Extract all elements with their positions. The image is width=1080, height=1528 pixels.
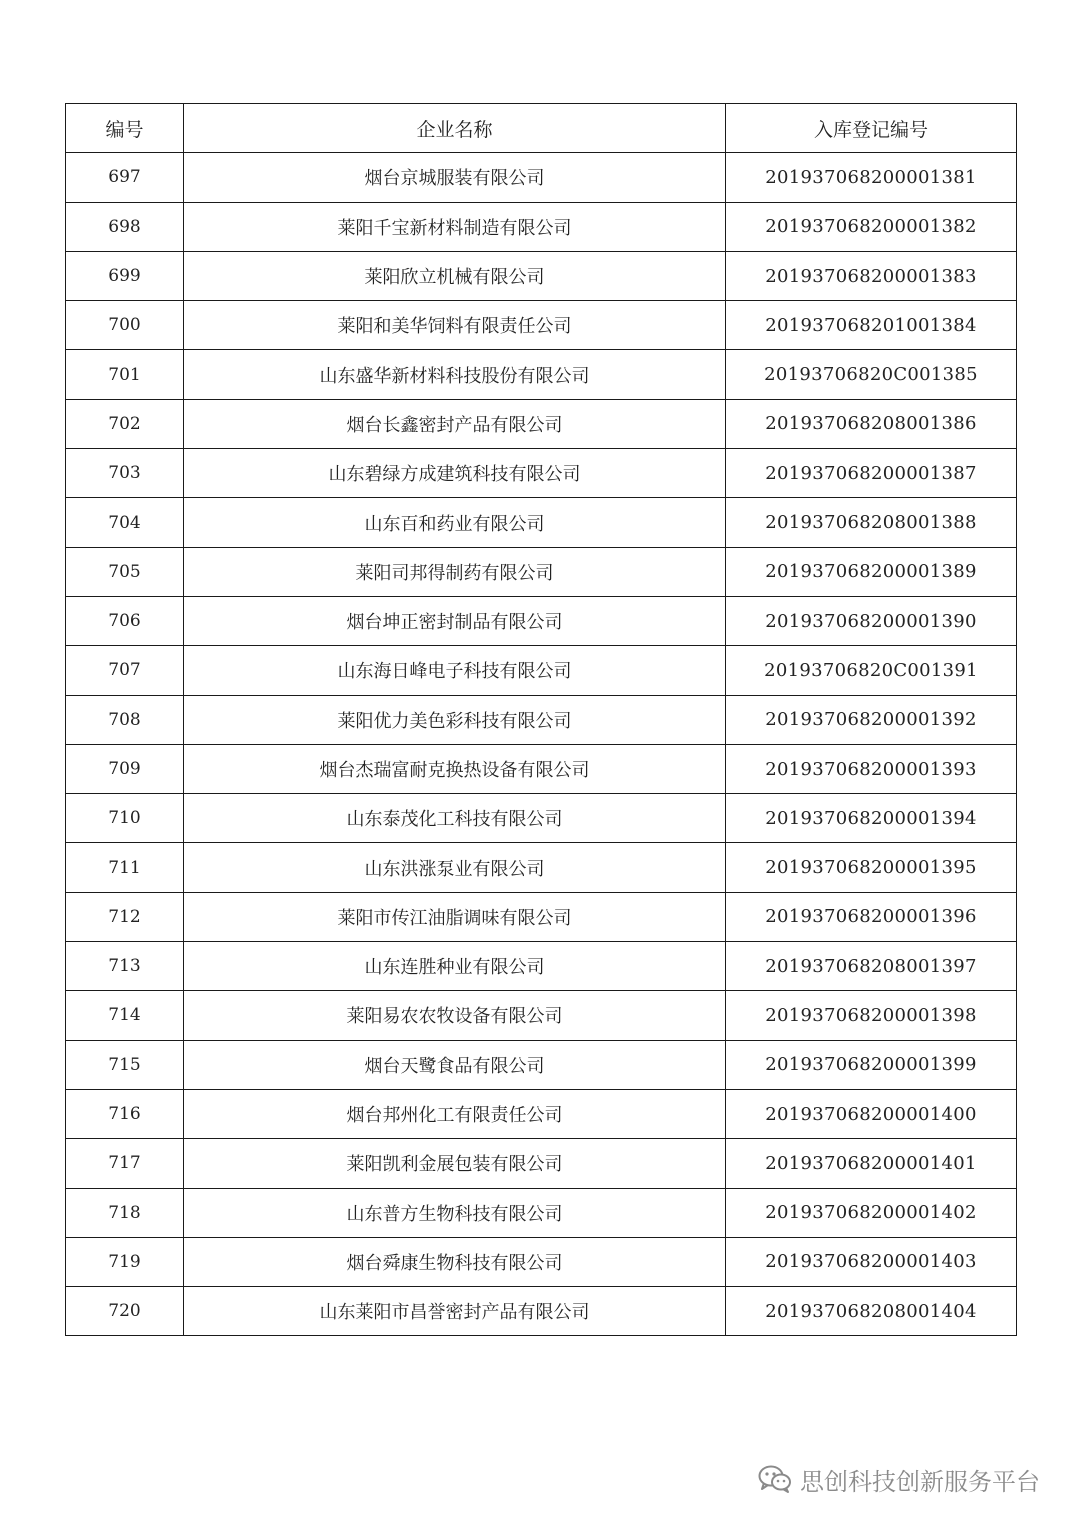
row-registration-code: 201937068201001384 [726, 301, 1017, 350]
row-registration-code: 201937068200001393 [726, 744, 1017, 793]
row-id: 715 [66, 1040, 184, 1089]
row-registration-code: 201937068200001401 [726, 1139, 1017, 1188]
table-header-row [66, 104, 1017, 153]
table-row [66, 1089, 1017, 1138]
table-row [66, 153, 1017, 202]
row-company-name: 山东洪涨泵业有限公司 [184, 843, 726, 892]
row-company-name: 山东泰茂化工科技有限公司 [184, 794, 726, 843]
row-company-name: 莱阳欣立机械有限公司 [184, 251, 726, 300]
row-registration-code: 201937068200001381 [726, 153, 1017, 202]
table-row [66, 1188, 1017, 1237]
row-registration-code: 201937068208001404 [726, 1287, 1017, 1336]
row-id: 712 [66, 892, 184, 941]
row-registration-code: 201937068208001386 [726, 399, 1017, 448]
row-company-name: 山东百和药业有限公司 [184, 498, 726, 547]
table-row [66, 1139, 1017, 1188]
row-company-name: 莱阳司邦得制药有限公司 [184, 547, 726, 596]
row-id: 717 [66, 1139, 184, 1188]
watermark-text: 思创科技创新服务平台 [800, 1467, 1040, 1496]
row-registration-code: 201937068200001389 [726, 547, 1017, 596]
row-company-name: 山东普方生物科技有限公司 [184, 1188, 726, 1237]
row-company-name: 山东连胜种业有限公司 [184, 942, 726, 991]
row-id: 701 [66, 350, 184, 399]
row-registration-code: 201937068200001392 [726, 695, 1017, 744]
row-company-name: 莱阳市传江油脂调味有限公司 [184, 892, 726, 941]
table-row [66, 695, 1017, 744]
table-row [66, 547, 1017, 596]
registration-table [65, 103, 1017, 1336]
row-id: 708 [66, 695, 184, 744]
row-registration-code: 201937068200001403 [726, 1237, 1017, 1286]
table-row [66, 350, 1017, 399]
row-company-name: 烟台舜康生物科技有限公司 [184, 1237, 726, 1286]
row-company-name: 烟台京城服装有限公司 [184, 153, 726, 202]
row-registration-code: 20193706820C001385 [726, 350, 1017, 399]
table-row [66, 202, 1017, 251]
row-id: 711 [66, 843, 184, 892]
table-row [66, 646, 1017, 695]
row-id: 700 [66, 301, 184, 350]
table-row [66, 449, 1017, 498]
table-row [66, 942, 1017, 991]
row-registration-code: 201937068200001390 [726, 596, 1017, 645]
row-company-name: 山东莱阳市昌誉密封产品有限公司 [184, 1287, 726, 1336]
row-registration-code: 201937068200001400 [726, 1089, 1017, 1138]
table-row [66, 301, 1017, 350]
row-registration-code: 20193706820C001391 [726, 646, 1017, 695]
registration-table-container [65, 103, 1016, 1336]
table-row [66, 991, 1017, 1040]
table-row [66, 399, 1017, 448]
table-row [66, 1287, 1017, 1336]
row-company-name: 山东碧绿方成建筑科技有限公司 [184, 449, 726, 498]
row-id: 713 [66, 942, 184, 991]
wechat-icon [758, 1464, 792, 1494]
row-company-name: 山东盛华新材料科技股份有限公司 [184, 350, 726, 399]
row-id: 710 [66, 794, 184, 843]
table-row [66, 794, 1017, 843]
row-company-name: 烟台坤正密封制品有限公司 [184, 596, 726, 645]
row-id: 720 [66, 1287, 184, 1336]
row-company-name: 烟台杰瑞富耐克换热设备有限公司 [184, 744, 726, 793]
row-id: 706 [66, 596, 184, 645]
row-registration-code: 201937068200001395 [726, 843, 1017, 892]
header-registration-code: 入库登记编号 [726, 104, 1017, 153]
row-id: 704 [66, 498, 184, 547]
row-id: 697 [66, 153, 184, 202]
table-row [66, 843, 1017, 892]
row-company-name: 莱阳凯利金展包装有限公司 [184, 1139, 726, 1188]
header-company-name: 企业名称 [184, 104, 726, 153]
row-company-name: 烟台邦州化工有限责任公司 [184, 1089, 726, 1138]
table-row [66, 892, 1017, 941]
table-row [66, 1040, 1017, 1089]
row-registration-code: 201937068200001402 [726, 1188, 1017, 1237]
watermark [758, 1462, 1040, 1496]
row-company-name: 莱阳易农农牧设备有限公司 [184, 991, 726, 1040]
row-id: 705 [66, 547, 184, 596]
row-registration-code: 201937068200001398 [726, 991, 1017, 1040]
table-row [66, 251, 1017, 300]
table-row [66, 498, 1017, 547]
table-body [66, 153, 1017, 1336]
row-id: 702 [66, 399, 184, 448]
row-id: 698 [66, 202, 184, 251]
row-company-name: 烟台长鑫密封产品有限公司 [184, 399, 726, 448]
row-registration-code: 201937068200001387 [726, 449, 1017, 498]
row-id: 719 [66, 1237, 184, 1286]
row-company-name: 烟台天鹭食品有限公司 [184, 1040, 726, 1089]
table-row [66, 744, 1017, 793]
row-id: 707 [66, 646, 184, 695]
table-row [66, 1237, 1017, 1286]
row-id: 714 [66, 991, 184, 1040]
row-id: 709 [66, 744, 184, 793]
row-registration-code: 201937068208001388 [726, 498, 1017, 547]
row-company-name: 莱阳和美华饲料有限责任公司 [184, 301, 726, 350]
row-company-name: 山东海日峰电子科技有限公司 [184, 646, 726, 695]
row-registration-code: 201937068200001383 [726, 251, 1017, 300]
row-id: 699 [66, 251, 184, 300]
row-registration-code: 201937068208001397 [726, 942, 1017, 991]
row-registration-code: 201937068200001394 [726, 794, 1017, 843]
row-company-name: 莱阳千宝新材料制造有限公司 [184, 202, 726, 251]
header-id: 编号 [66, 104, 184, 153]
row-id: 718 [66, 1188, 184, 1237]
row-registration-code: 201937068200001382 [726, 202, 1017, 251]
row-id: 716 [66, 1089, 184, 1138]
row-company-name: 莱阳优力美色彩科技有限公司 [184, 695, 726, 744]
row-id: 703 [66, 449, 184, 498]
row-registration-code: 201937068200001396 [726, 892, 1017, 941]
row-registration-code: 201937068200001399 [726, 1040, 1017, 1089]
table-row [66, 596, 1017, 645]
